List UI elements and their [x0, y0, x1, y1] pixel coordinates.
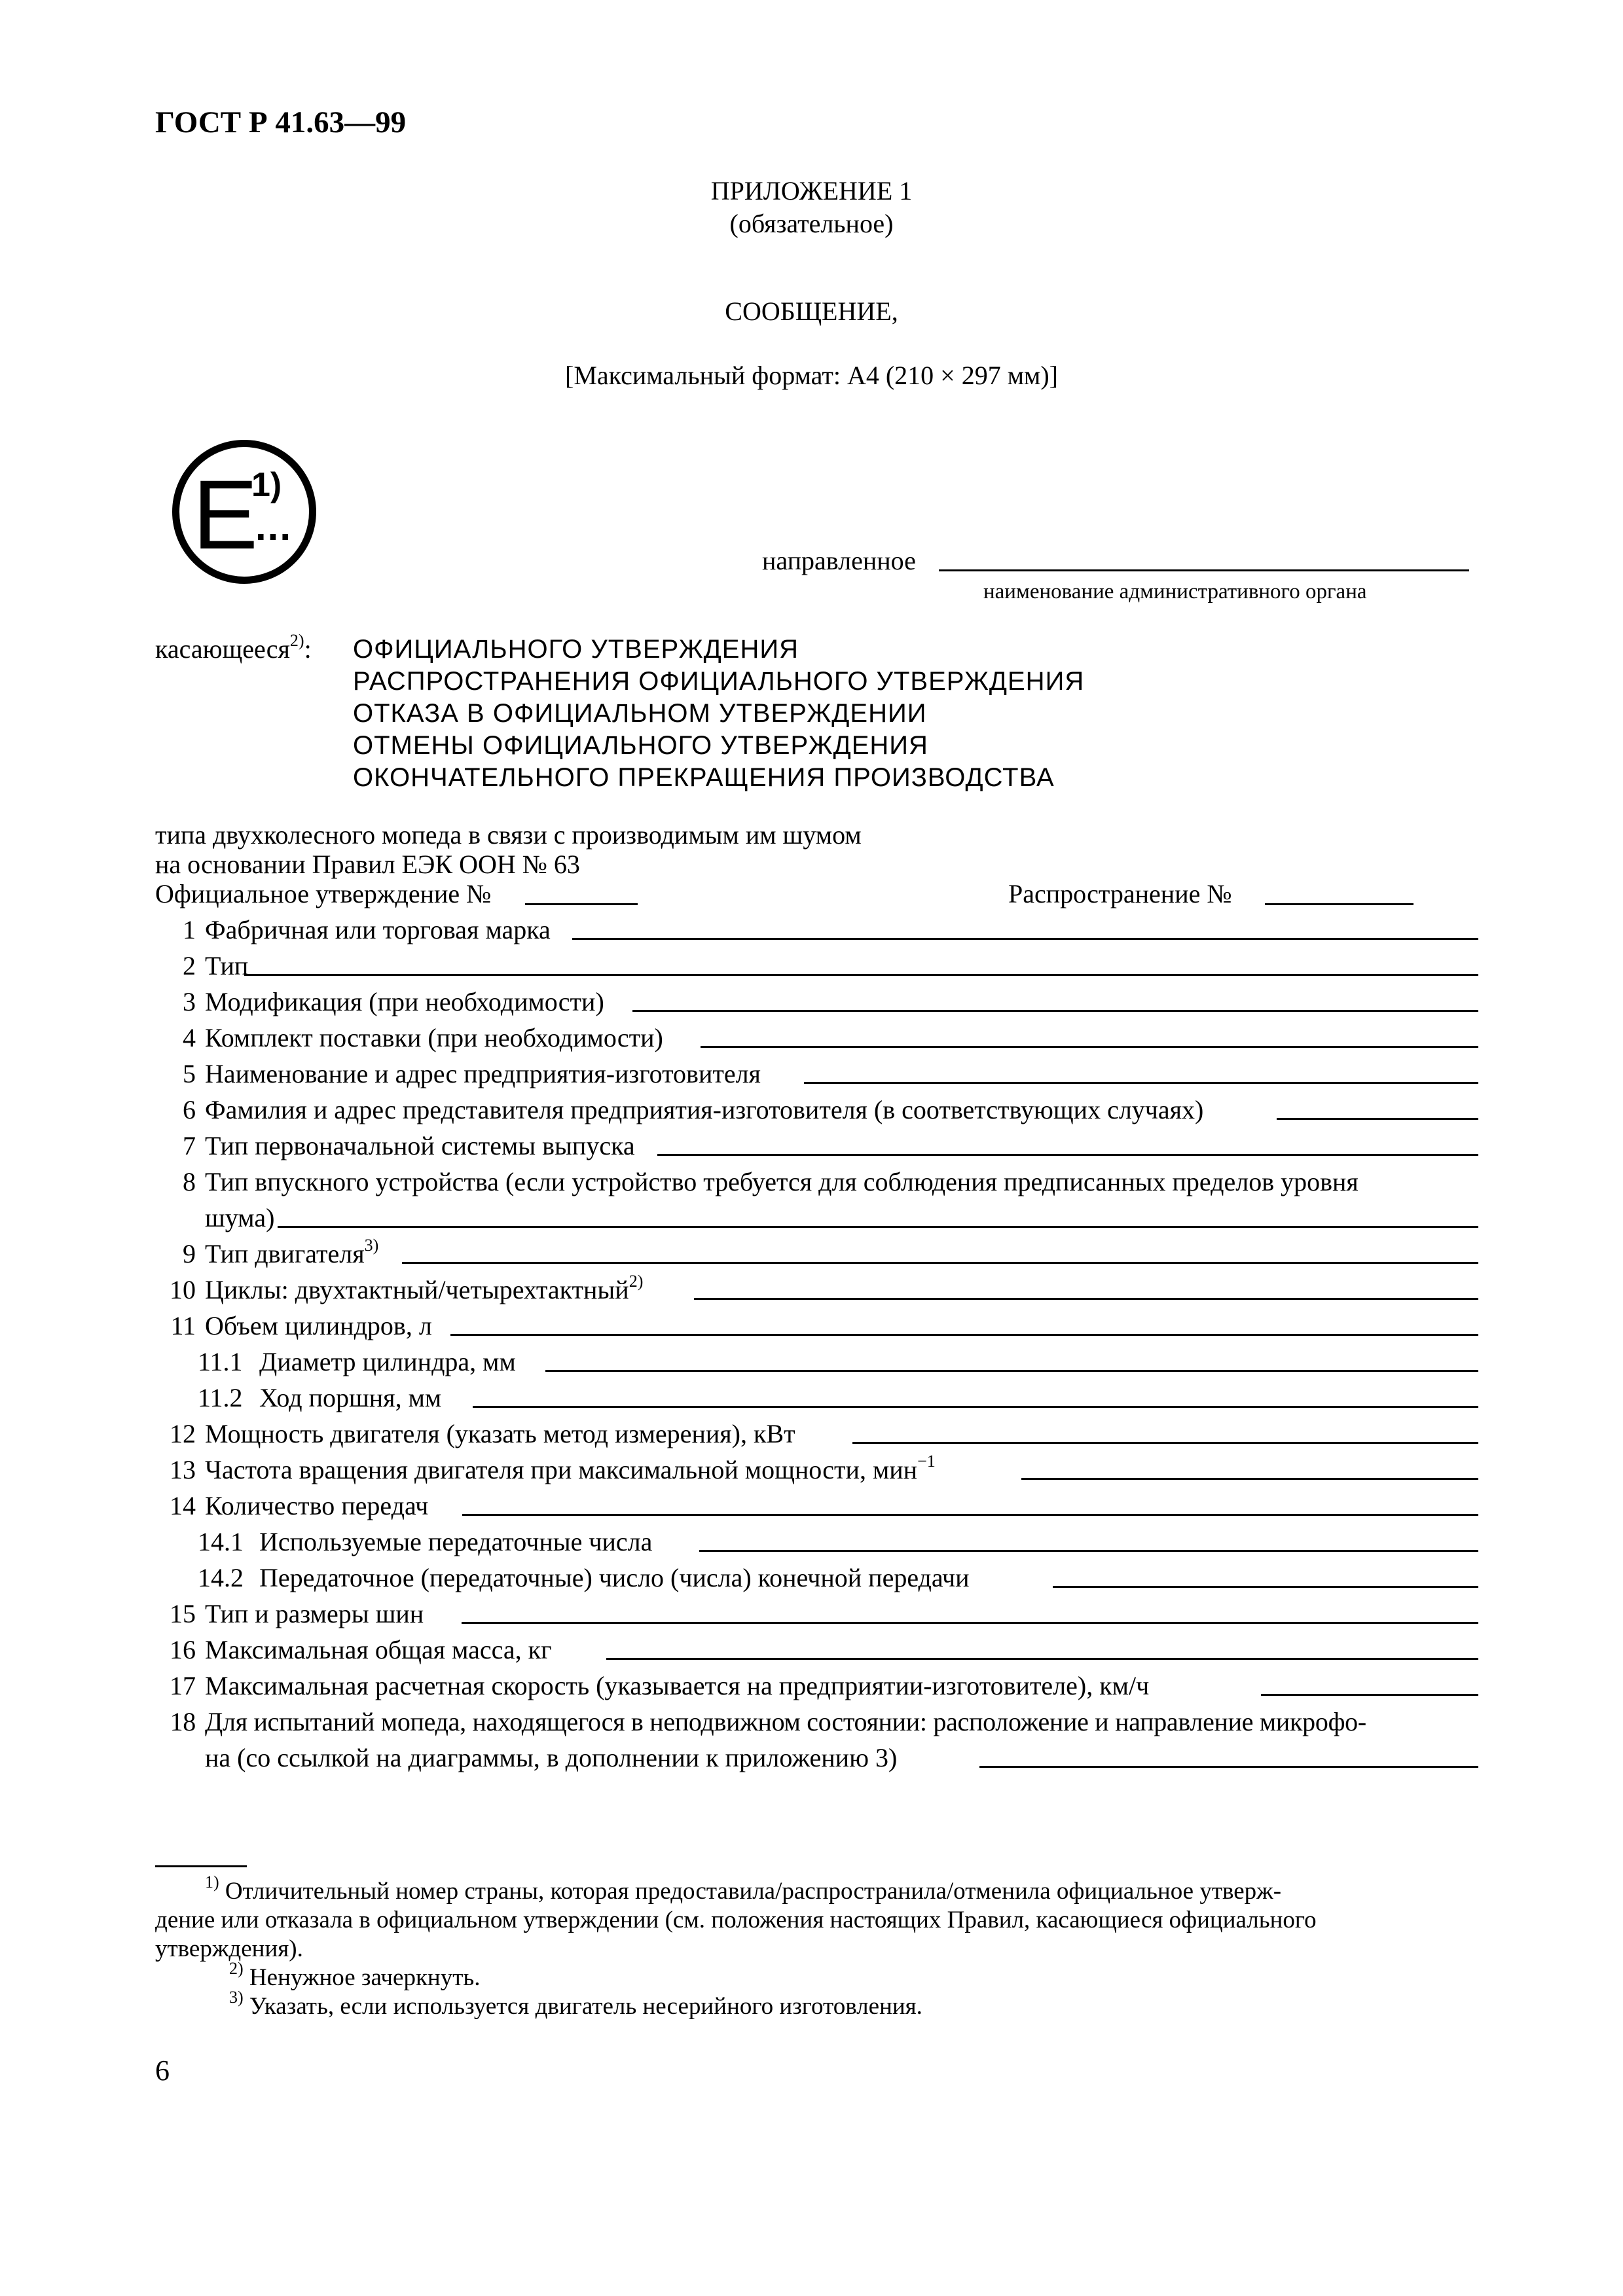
field-5-input[interactable]	[804, 1082, 1478, 1084]
field-row-5: 5 Наименование и адрес предприятия-изготовителя	[183, 1059, 761, 1088]
field-14-2-input[interactable]	[1053, 1586, 1478, 1588]
footnote-1-line-3: утверждения).	[155, 1935, 303, 1962]
format-note: [Максимальный формат: А4 (210 × 297 мм)]	[565, 361, 1058, 390]
field-row-17: 17 Максимальная расчетная скорость (указывается на предприятии-изготовителе), км/ч	[170, 1671, 1150, 1700]
concerning-label-row	[155, 630, 312, 665]
option-extension[interactable]: РАСПРОСТРАНЕНИЯ ОФИЦИАЛЬНОГО УТВЕРЖДЕНИЯ	[353, 667, 1085, 696]
extension-number-field[interactable]	[1265, 903, 1413, 905]
page-number: 6	[155, 2054, 170, 2087]
message-heading: СООБЩЕНИЕ,	[725, 296, 898, 326]
annex-title: ПРИЛОЖЕНИЕ 1	[710, 176, 913, 206]
field-13-input[interactable]	[1021, 1478, 1478, 1480]
approval-number-field[interactable]	[525, 903, 638, 905]
field-row-12: 12 Мощность двигателя (указать метод измерения), кВт	[170, 1419, 795, 1448]
annex-subtitle: (обязательное)	[729, 209, 894, 238]
emblem-dots: ...	[255, 505, 293, 548]
field-row-18: 18 Для испытаний мопеда, находящегося в неподвижном состоянии: расположение и направление микрофо-	[170, 1707, 1366, 1736]
field-row-14-1: 14.1 Используемые передаточные числа	[198, 1527, 653, 1556]
emblem-note: 1)	[251, 466, 282, 504]
field-row-8: 8 Тип впускного устройства (если устройство требуется для соблюдения предписанных пределов уровня	[183, 1167, 1359, 1196]
field-4-input[interactable]	[701, 1046, 1478, 1048]
approval-number-label: Официальное утверждение №	[155, 879, 492, 908]
field-row-11-1: 11.1 Диаметр цилиндра, мм	[198, 1347, 516, 1376]
field-row-11: 11 Объем цилиндров, л	[170, 1311, 432, 1340]
option-production-discontinued[interactable]: ОКОНЧАТЕЛЬНОГО ПРЕКРАЩЕНИЯ ПРОИЗВОДСТВА	[353, 763, 1055, 792]
field-18-input[interactable]	[979, 1766, 1478, 1768]
field-row-9: 9 Тип двигателя$^{3)}$	[183, 1235, 379, 1268]
field-row-16: 16 Максимальная общая масса, кг	[170, 1635, 552, 1664]
sent-to-caption: наименование административного органа	[983, 580, 1367, 603]
field-row-15: 15 Тип и размеры шин	[170, 1599, 424, 1628]
footnote-1-line-1: $^{1)}$ Отличительный номер страны, которая предоставила/распространила/отменила официальное утверж-	[205, 1872, 1282, 1905]
footnote-3: $^{3)}$ Указать, если используется двигатель несерийного изготовления.	[229, 1987, 922, 2020]
field-11-input[interactable]	[450, 1334, 1478, 1336]
emblem-letter: E	[192, 459, 259, 569]
field-14-1-input[interactable]	[699, 1550, 1478, 1552]
sent-to-label: направленное	[762, 546, 916, 575]
footnote-1-line-2: дение или отказала в официальном утверждении (см. положения настоящих Правил, касающиеся официального	[155, 1907, 1317, 1933]
field-8-input[interactable]	[278, 1226, 1478, 1228]
field-6-input[interactable]	[1277, 1118, 1478, 1120]
field-row-11-2: 11.2 Ход поршня, мм	[198, 1383, 442, 1412]
field-11-1-input[interactable]	[545, 1370, 1478, 1372]
field-10-input[interactable]	[694, 1298, 1478, 1300]
field-2-input[interactable]	[244, 974, 1478, 976]
option-withdrawal[interactable]: ОТМЕНЫ ОФИЦИАЛЬНОГО УТВЕРЖДЕНИЯ	[353, 731, 928, 760]
field-17-input[interactable]	[1261, 1694, 1478, 1696]
concerning-colon: :	[304, 634, 312, 664]
field-row-14-2: 14.2 Передаточное (передаточные) число (числа) конечной передачи	[198, 1563, 970, 1592]
concerning-label: касающееся	[155, 634, 290, 664]
concerning-note: 2)	[289, 630, 304, 650]
field-row-8-cont: шума)	[205, 1203, 275, 1232]
field-1-input[interactable]	[572, 938, 1478, 940]
field-row-1: 1 Фабричная или торговая марка	[183, 915, 551, 944]
field-row-2: 2 Тип	[183, 951, 249, 980]
field-15-input[interactable]	[462, 1622, 1478, 1624]
field-16-input[interactable]	[606, 1658, 1478, 1660]
field-row-6: 6 Фамилия и адрес представителя предприятия-изготовителя (в соответствующих случаях)	[183, 1095, 1204, 1124]
field-row-4: 4 Комплект поставки (при необходимости)	[183, 1023, 663, 1052]
field-7-input[interactable]	[657, 1154, 1478, 1156]
document-code: ГОСТ Р 41.63—99	[155, 105, 407, 139]
field-row-18-cont: на (со ссылкой на диаграммы, в дополнении к приложению 3)	[205, 1743, 898, 1772]
intro-line-2: на основании Правил ЕЭК ООН № 63	[155, 850, 580, 879]
footnote-2: $^{2)}$ Ненужное зачеркнуть.	[229, 1958, 481, 1991]
option-approval[interactable]: ОФИЦИАЛЬНОГО УТВЕРЖДЕНИЯ	[353, 635, 799, 664]
field-row-10: 10 Циклы: двухтактный/четырехтактный$^{2)}$	[170, 1271, 644, 1304]
field-11-2-input[interactable]	[473, 1406, 1478, 1408]
field-row-14: 14 Количество передач	[170, 1491, 429, 1520]
field-row-3: 3 Модификация (при необходимости)	[183, 987, 604, 1016]
field-12-input[interactable]	[852, 1442, 1478, 1444]
extension-number-label: Распространение №	[1008, 879, 1232, 908]
field-row-7: 7 Тип первоначальной системы выпуска	[183, 1131, 635, 1160]
field-row-13: 13 Частота вращения двигателя при максимальной мощности, мин$^{-1}$	[170, 1451, 936, 1484]
footnote-separator	[155, 1865, 247, 1867]
e-approval-mark	[172, 440, 316, 584]
field-14-input[interactable]	[462, 1514, 1478, 1516]
sent-to-field[interactable]	[939, 569, 1469, 571]
field-9-input[interactable]	[402, 1262, 1478, 1264]
intro-line-1: типа двухколесного мопеда в связи с производимым им шумом	[155, 820, 862, 850]
field-3-input[interactable]	[632, 1010, 1478, 1012]
option-refusal[interactable]: ОТКАЗА В ОФИЦИАЛЬНОМ УТВЕРЖДЕНИИ	[353, 699, 927, 728]
